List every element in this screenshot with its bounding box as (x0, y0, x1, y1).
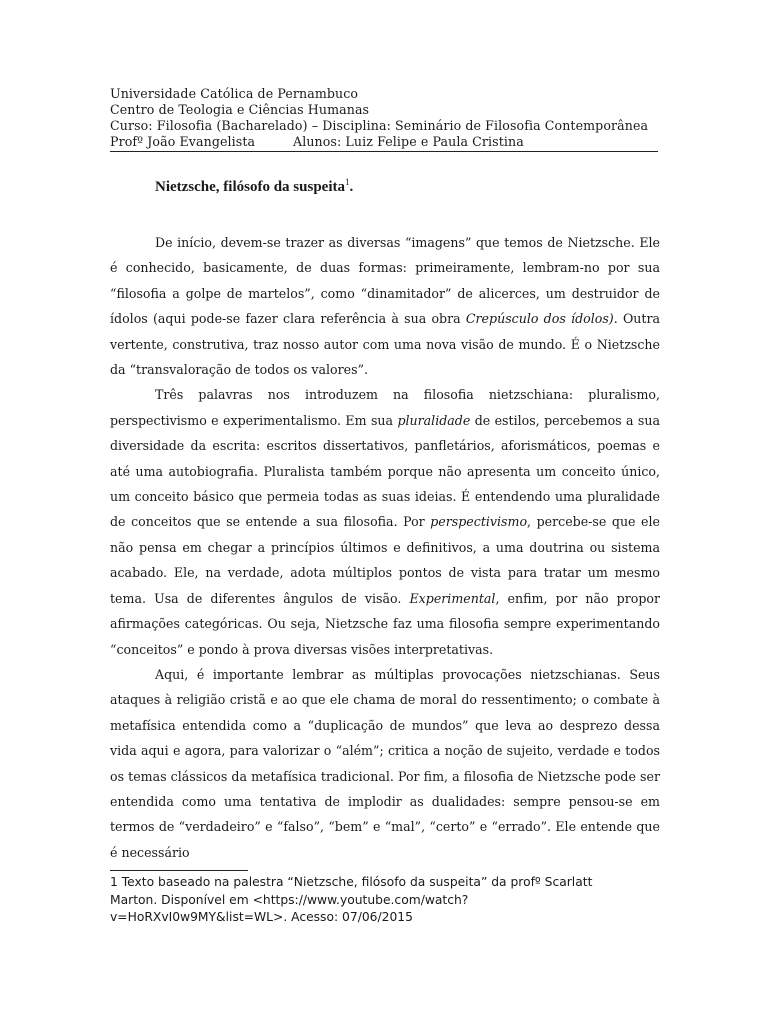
university-name: Universidade Católica de Pernambuco (110, 86, 359, 101)
paragraph-2-text-end: , enfim, por não propor afirmações categóricas. Ou seja, Nietzsche faz uma filosofia sempre experimentando “conceitos” e pondo à prova diversas visões interpretativas. (110, 590, 660, 657)
paragraph-3 (110, 662, 660, 865)
body-text (110, 230, 660, 865)
paragraph-2-text: Três palavras nos introduzem na filosofia nietzschiana: pluralismo, perspectivismo e experimentalismo. Em sua (110, 387, 660, 428)
title-text: Nietzsche, filósofo da suspeita (155, 179, 345, 195)
paragraph-2-text-mid2: , percebe-se que ele não pensa em chegar a princípios últimos e definitivos, a uma doutrina ou sistema acabado. Ele, na verdade, adota múltiplos pontos de vista para tratar um mesmo tema. Usa de diferentes ângulos de visão. (110, 514, 660, 606)
paragraph-1 (110, 230, 660, 382)
document-page (110, 86, 660, 865)
footnote: 1 Texto baseado na palestra “Nietzsche, filósofo da suspeita” da profº Scarlatt Marton. Disponível em <https://www.youtube.com/watch?v=HoRXvI0w9MY&list=WL>. Acesso: 07/06/2015 (110, 875, 593, 924)
paragraph-2-text-mid: de estilos, percebemos a sua diversidade da escrita: escritos dissertativos, panfletários, aforismáticos, poemas e até uma autobiografia. Pluralista também porque não apresenta um conceito único, um conceito básico que permeia todas as suas ideias. É entendendo uma pluralidade de conceitos que se entende a sua filosofia. Por (110, 412, 660, 530)
document-title (155, 172, 660, 197)
paragraph-1-text: De início, devem-se trazer as diversas “imagens” que temos de Nietzsche. Ele é conhecido, basicamente, de duas formas: primeiramente, lembram-no por sua “filosofia a golpe de martelos”, como “dinamitador” de alicerces, um destruidor de ídolos (aqui pode-se fazer clara referência à sua obra (110, 235, 660, 327)
course-line: Curso: Filosofia (Bacharelado) – Disciplina: Seminário de Filosofia Contemporânea (110, 118, 649, 133)
paragraph-2 (110, 382, 660, 661)
term-perspectivismo: perspectivismo (430, 514, 528, 530)
footnote-divider (110, 870, 248, 871)
teacher-students-line (110, 134, 660, 150)
document-header (110, 86, 660, 152)
term-pluralidade: pluralidade (397, 412, 471, 428)
paragraph-1-text-end: . Outra vertente, construtiva, traz nosso autor com uma nova visão de mundo. É o Nietzsche da “transvaloração de todos os valores”. (110, 311, 660, 378)
title-footnote-ref[interactable]: 1 (345, 177, 350, 187)
title-period: . (349, 179, 354, 195)
paragraph-3-text: Aqui, é importante lembrar as múltiplas provocações nietzschianas. Seus ataques à religião cristã e ao que ele chama de moral do ressentimento; o combate à metafísica entendida como a “duplicação de mundos” que leva ao desprezo dessa vida aqui e agora, para valorizar o “além”; critica a noção de sujeito, verdade e todos os temas clássicos da metafísica tradicional. Por fim, a filosofia de Nietzsche pode ser entendida como uma tentativa de implodir as dualidades: sempre pensou-se em termos de “verdadeiro” e “falso”, “bem” e “mal”, “certo” e “errado”. Ele entende que é necessário (110, 666, 660, 860)
center-name: Centro de Teologia e Ciências Humanas (110, 102, 370, 117)
professor-name: Profº João Evangelista (110, 134, 256, 149)
header-divider (110, 151, 658, 152)
students-names: Alunos: Luiz Felipe e Paula Cristina (293, 134, 524, 149)
book-title-italic: Crepúsculo dos ídolos) (465, 311, 614, 327)
term-experimental: Experimental (409, 590, 496, 606)
